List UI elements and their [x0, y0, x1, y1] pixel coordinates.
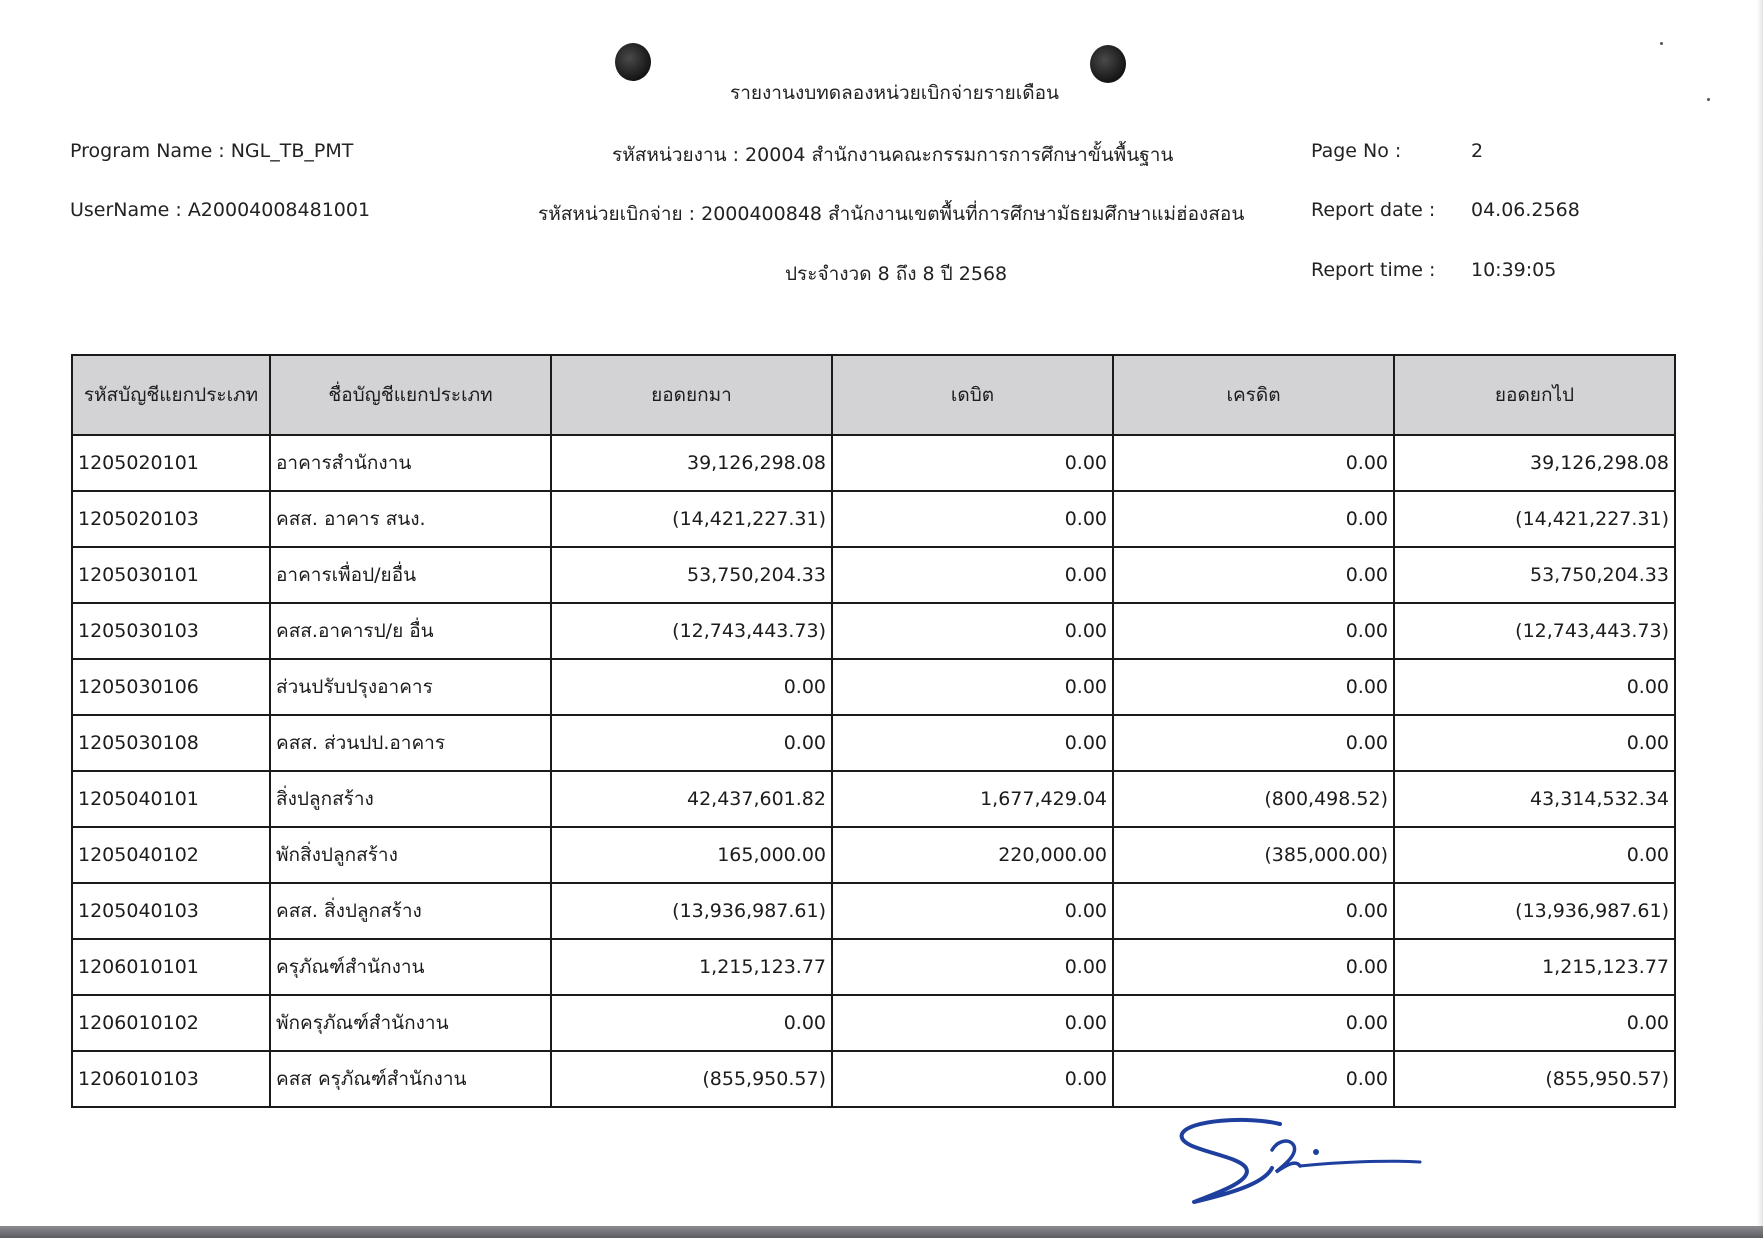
closing-balance: (13,936,987.61): [1394, 883, 1675, 939]
closing-balance: (12,743,443.73): [1394, 603, 1675, 659]
opening-balance: 39,126,298.08: [551, 435, 832, 491]
credit: 0.00: [1113, 547, 1394, 603]
report-time-value: 10:39:05: [1471, 259, 1557, 281]
debit: 0.00: [832, 1051, 1113, 1107]
program-name-label: Program Name :: [70, 140, 225, 162]
debit: 0.00: [832, 715, 1113, 771]
credit: (800,498.52): [1113, 771, 1394, 827]
closing-balance: 0.00: [1394, 715, 1675, 771]
table-row: [72, 883, 1675, 939]
account-name: คสส. ส่วนปป.อาคาร: [270, 715, 551, 771]
report-date-label: Report date :: [1311, 199, 1436, 221]
opening-balance: (13,936,987.61): [551, 883, 832, 939]
opening-balance: (12,743,443.73): [551, 603, 832, 659]
opening-balance: 42,437,601.82: [551, 771, 832, 827]
account-name: ครุภัณฑ์สำนักงาน: [270, 939, 551, 995]
header-account-code: รหัสบัญชีแยกประเภท: [72, 355, 270, 435]
table-row: [72, 659, 1675, 715]
table-row: [72, 939, 1675, 995]
closing-balance: 0.00: [1394, 995, 1675, 1051]
credit: 0.00: [1113, 491, 1394, 547]
account-code: 1206010101: [72, 939, 270, 995]
account-name: อาคารเพื่อป/ยอื่น: [270, 547, 551, 603]
closing-balance: 0.00: [1394, 827, 1675, 883]
credit: 0.00: [1113, 715, 1394, 771]
account-code: 1206010103: [72, 1051, 270, 1107]
table-row: [72, 715, 1675, 771]
trial-balance-table-wrap: [71, 354, 1675, 1108]
handwritten-signature: [1168, 1110, 1428, 1210]
credit: 0.00: [1113, 659, 1394, 715]
account-code: 1205040102: [72, 827, 270, 883]
account-name: ส่วนปรับปรุงอาคาร: [270, 659, 551, 715]
user-name-value: A20004008481001: [187, 199, 371, 221]
page-no-value: 2: [1471, 140, 1484, 162]
closing-balance: 43,314,532.34: [1394, 771, 1675, 827]
credit: 0.00: [1113, 883, 1394, 939]
account-code: 1205020103: [72, 491, 270, 547]
punch-hole-left: [615, 43, 651, 81]
debit: 0.00: [832, 435, 1113, 491]
debit: 0.00: [832, 547, 1113, 603]
table-row: [72, 827, 1675, 883]
debit: 0.00: [832, 883, 1113, 939]
opening-balance: 165,000.00: [551, 827, 832, 883]
table-row: [72, 547, 1675, 603]
scan-bottom-edge: [0, 1226, 1763, 1238]
header-opening-balance: ยอดยกมา: [551, 355, 832, 435]
debit: 0.00: [832, 659, 1113, 715]
closing-balance: 1,215,123.77: [1394, 939, 1675, 995]
debit: 0.00: [832, 939, 1113, 995]
disbursing-unit-line: รหัสหน่วยเบิกจ่าย : 2000400848 สำนักงานเขตพื้นที่การศึกษามัธยมศึกษาแม่ฮ่องสอน: [538, 203, 1245, 225]
table-header-row: [72, 355, 1675, 435]
credit: 0.00: [1113, 1051, 1394, 1107]
account-name: คสส. สิ่งปลูกสร้าง: [270, 883, 551, 939]
user-name-label: UserName :: [70, 199, 182, 221]
header-credit: เครดิต: [1113, 355, 1394, 435]
debit: 0.00: [832, 603, 1113, 659]
header-closing-balance: ยอดยกไป: [1394, 355, 1675, 435]
account-code: 1205030108: [72, 715, 270, 771]
debit: 220,000.00: [832, 827, 1113, 883]
opening-balance: 0.00: [551, 995, 832, 1051]
report-date-value: 04.06.2568: [1471, 199, 1580, 221]
account-code: 1205030106: [72, 659, 270, 715]
trial-balance-table: [71, 354, 1676, 1108]
table-row: [72, 995, 1675, 1051]
credit: (385,000.00): [1113, 827, 1394, 883]
debit: 0.00: [832, 491, 1113, 547]
account-name: พักสิ่งปลูกสร้าง: [270, 827, 551, 883]
page-no-label: Page No :: [1311, 140, 1402, 162]
program-name: [70, 140, 353, 162]
table-row: [72, 603, 1675, 659]
credit: 0.00: [1113, 603, 1394, 659]
table-row: [72, 491, 1675, 547]
table-row: [72, 435, 1675, 491]
account-name: คสส ครุภัณฑ์สำนักงาน: [270, 1051, 551, 1107]
account-name: คสส.อาคารป/ย อื่น: [270, 603, 551, 659]
opening-balance: (14,421,227.31): [551, 491, 832, 547]
account-code: 1206010102: [72, 995, 270, 1051]
opening-balance: 53,750,204.33: [551, 547, 832, 603]
account-code: 1205020101: [72, 435, 270, 491]
account-code: 1205030103: [72, 603, 270, 659]
credit: 0.00: [1113, 995, 1394, 1051]
debit: 0.00: [832, 995, 1113, 1051]
header-debit: เดบิต: [832, 355, 1113, 435]
header-account-name: ชื่อบัญชีแยกประเภท: [270, 355, 551, 435]
punch-hole-right: [1090, 45, 1126, 83]
closing-balance: 53,750,204.33: [1394, 547, 1675, 603]
opening-balance: 0.00: [551, 715, 832, 771]
user-name: [70, 199, 370, 221]
opening-balance: (855,950.57): [551, 1051, 832, 1107]
scan-speck: [1660, 42, 1663, 45]
account-code: 1205040101: [72, 771, 270, 827]
debit: 1,677,429.04: [832, 771, 1113, 827]
report-title: รายงานงบทดลองหน่วยเบิกจ่ายรายเดือน: [730, 82, 1060, 104]
closing-balance: (855,950.57): [1394, 1051, 1675, 1107]
report-time-label: Report time :: [1311, 259, 1436, 281]
period-line: ประจำงวด 8 ถึง 8 ปี 2568: [785, 263, 1008, 285]
table-row: [72, 1051, 1675, 1107]
agency-line: รหัสหน่วยงาน : 20004 สำนักงานคณะกรรมการการศึกษาขั้นพื้นฐาน: [612, 144, 1174, 166]
opening-balance: 1,215,123.77: [551, 939, 832, 995]
account-name: พักครุภัณฑ์สำนักงาน: [270, 995, 551, 1051]
account-code: 1205030101: [72, 547, 270, 603]
account-name: คสส. อาคาร สนง.: [270, 491, 551, 547]
account-code: 1205040103: [72, 883, 270, 939]
credit: 0.00: [1113, 939, 1394, 995]
closing-balance: 0.00: [1394, 659, 1675, 715]
scan-speck: [1707, 98, 1710, 101]
closing-balance: (14,421,227.31): [1394, 491, 1675, 547]
table-row: [72, 771, 1675, 827]
program-name-value: NGL_TB_PMT: [230, 140, 354, 162]
account-name: อาคารสำนักงาน: [270, 435, 551, 491]
closing-balance: 39,126,298.08: [1394, 435, 1675, 491]
opening-balance: 0.00: [551, 659, 832, 715]
credit: 0.00: [1113, 435, 1394, 491]
account-name: สิ่งปลูกสร้าง: [270, 771, 551, 827]
